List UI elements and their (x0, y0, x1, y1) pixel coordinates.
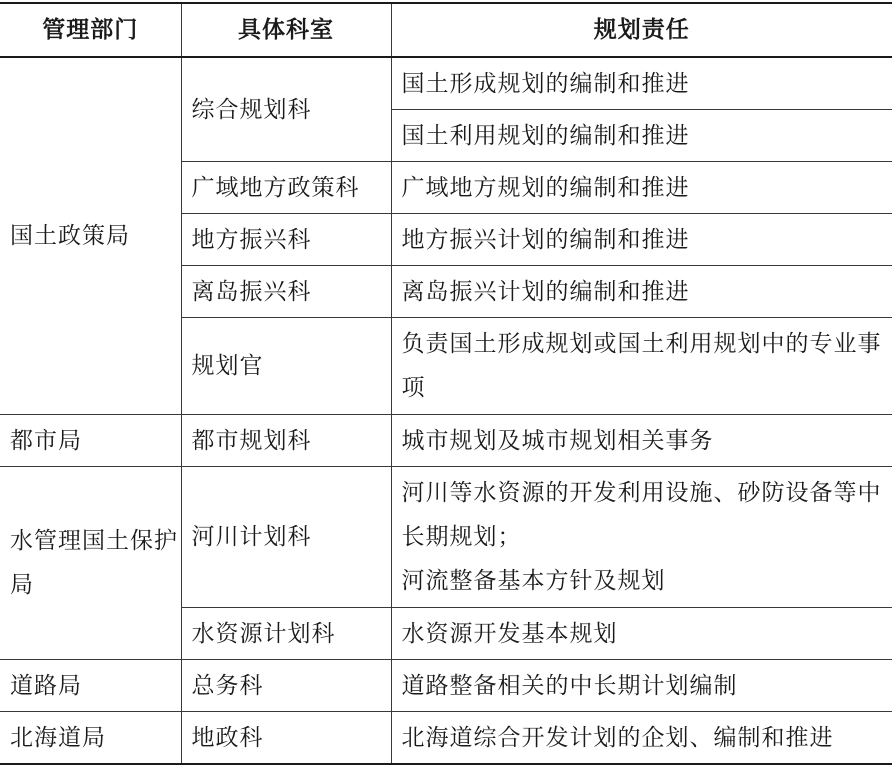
duty-cell (391, 110, 892, 162)
duty-cell (391, 57, 892, 110)
duty-text: 道路整备相关的中长期计划编制 (401, 672, 738, 699)
duty-cell (391, 712, 892, 765)
dept-cell: 北海道局 (0, 712, 181, 765)
table-row (0, 660, 892, 712)
duty-text: 水资源开发基本规划 (401, 620, 618, 647)
duty-text: 广域地方规划的编制和推进 (401, 174, 690, 201)
duty-cell (391, 608, 892, 660)
header-section: 具体科室 (181, 3, 391, 57)
planning-responsibility-table (0, 2, 892, 765)
duty-cell (391, 660, 892, 712)
duty-text: 地方振兴计划的编制和推进 (401, 226, 690, 253)
table-row (0, 712, 892, 765)
duty-text: 国土利用规划的编制和推进 (401, 122, 690, 149)
section-cell: 地政科 (181, 712, 391, 765)
section-cell: 水资源计划科 (181, 608, 391, 660)
section-cell: 都市规划科 (181, 415, 391, 467)
header-duty: 规划责任 (391, 3, 892, 57)
duty-text: 城市规划及城市规划相关事务 (401, 427, 714, 454)
duty-text: 河川等水资源的开发利用设施、砂防设备等中长期规划； (401, 480, 882, 550)
dept-cell: 水管理国土保护局 (0, 467, 181, 660)
section-cell: 规划官 (181, 318, 391, 415)
dept-cell: 道路局 (0, 660, 181, 712)
duty-cell (391, 162, 892, 214)
duty-text: 离岛振兴计划的编制和推进 (401, 278, 690, 305)
duty-cell (391, 467, 892, 608)
duty-text: 国土形成规划的编制和推进 (401, 70, 690, 97)
duty-cell (391, 214, 892, 266)
duty-cell (391, 415, 892, 467)
duty-cell (391, 266, 892, 318)
table-row (0, 57, 892, 110)
dept-cell: 国土政策局 (0, 57, 181, 415)
header-row (0, 3, 892, 57)
duty-text: 河流整备基本方针及规划 (401, 568, 666, 594)
section-cell: 综合规划科 (181, 57, 391, 162)
duty-text: 负责国土形成规划或国土利用规划中的专业事项 (401, 331, 882, 401)
table-row (0, 467, 892, 608)
section-cell: 地方振兴科 (181, 214, 391, 266)
section-cell: 广域地方政策科 (181, 162, 391, 214)
table-row (0, 415, 892, 467)
section-cell: 总务科 (181, 660, 391, 712)
section-cell: 河川计划科 (181, 467, 391, 608)
duty-text: 北海道综合开发计划的企划、编制和推进 (401, 724, 834, 751)
dept-cell: 都市局 (0, 415, 181, 467)
duty-cell (391, 318, 892, 415)
header-dept: 管理部门 (0, 3, 181, 57)
section-cell: 离岛振兴科 (181, 266, 391, 318)
